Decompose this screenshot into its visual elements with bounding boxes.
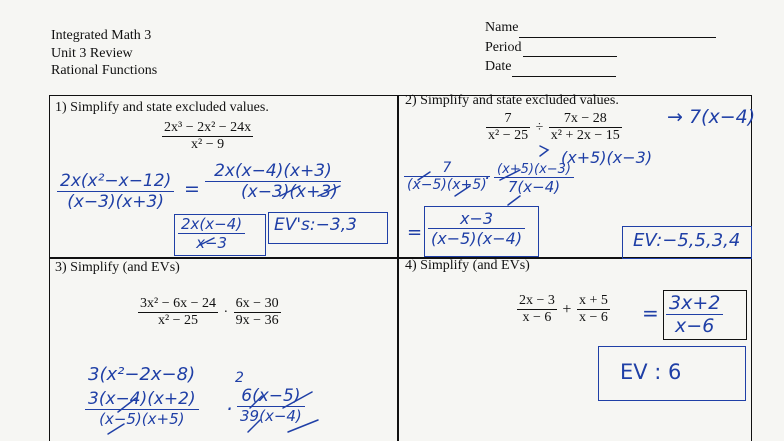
problem-4-prompt: 4) Simplify (and EVs) (405, 258, 530, 273)
p4-answer (666, 292, 723, 337)
p3-b-den: 39(x−4) (237, 406, 305, 425)
p3-f2-den: 9x − 36 (235, 313, 279, 328)
p2-f2-den: x² + 2x − 15 (550, 128, 620, 143)
p2-a-num: 7 (442, 160, 452, 176)
p1-step1-den: (x−3)(x+3) (57, 191, 174, 212)
p3-f2-num: 6x − 30 (235, 296, 279, 311)
period-label: Period (485, 39, 522, 55)
p3-times-dot: · (226, 397, 233, 421)
p2-excluded-values: EV:−5,5,3,4 (633, 230, 741, 251)
p4-f1-den: x − 6 (517, 309, 557, 326)
p3-small-two: 2 (235, 370, 244, 386)
p4-plus-sign: + (562, 300, 572, 318)
problem-1-fraction (162, 120, 253, 153)
p2-work-fraction-b (494, 162, 574, 196)
p3-b-num: 6(x−5) (241, 386, 301, 406)
unit-title: Unit 3 Review (51, 45, 133, 61)
p3-f1-den: x² − 25 (138, 312, 218, 329)
p2-answer-den: (x−5)(x−4) (428, 228, 525, 248)
date-field[interactable] (485, 57, 716, 77)
p3-fraction-2 (234, 296, 281, 329)
p4-f2-num: x + 5 (578, 293, 608, 308)
p2-b-den: 7(x−4) (494, 177, 574, 196)
p3-work-fraction-b (237, 386, 305, 425)
problem-1-expression (162, 120, 253, 153)
problem-2-prompt: 2) Simplify and state excluded values. (405, 93, 619, 108)
date-line (512, 63, 616, 77)
p2-divide-sign: ÷ (535, 119, 544, 135)
p4-answer-den: x−6 (666, 314, 723, 337)
p2-answer (428, 209, 525, 248)
p2-answer-num: x−3 (460, 209, 494, 228)
p2-b-num: (x+5)(x−3) (497, 162, 572, 177)
p3-fraction-1 (138, 296, 218, 329)
student-info-fields (485, 18, 716, 77)
p2-f1-num: 7 (504, 111, 512, 126)
p1-answer (178, 215, 245, 252)
p1-equals: = (184, 178, 200, 200)
p3-work-fraction (85, 389, 199, 428)
p2-fraction-2 (549, 111, 622, 144)
problem-1-work-step1 (57, 171, 174, 212)
problem-1-work-step2 (205, 161, 341, 202)
p2-f1-den: x² − 25 (488, 128, 529, 143)
p2-factored-denominator: (x+5)(x−3) (561, 148, 653, 167)
p2-fraction-1 (486, 111, 530, 144)
problem-3-expression (138, 296, 281, 329)
topic-title: Rational Functions (51, 63, 158, 78)
problem-1-numerator: 2x³ − 2x² − 24x (164, 120, 252, 135)
p4-equals: = (642, 301, 659, 325)
course-title: Integrated Math 3 (51, 28, 152, 43)
p3-step-num: 3(x−4)(x+2) (88, 389, 196, 409)
problem-2-expression (486, 111, 622, 144)
problem-1-prompt: 1) Simplify and state excluded values. (55, 100, 269, 115)
p4-f1-num: 2x − 3 (519, 293, 555, 308)
period-line (523, 43, 617, 57)
p4-fraction-1 (517, 293, 557, 326)
p1-step2-den: (x−3)(x+3) (205, 181, 341, 202)
name-line (519, 24, 716, 38)
period-field[interactable] (485, 38, 716, 58)
p2-f2-num: 7x − 28 (563, 111, 607, 126)
p3-work-line1: 3(x²−2x−8) (88, 364, 196, 385)
p1-excluded-values: EV's:−3,3 (274, 215, 357, 235)
p4-answer-num: 3x+2 (669, 292, 721, 314)
p1-answer-den: x−3 (178, 233, 245, 252)
grid-divider-vertical (397, 95, 399, 441)
p1-step1-num: 2x(x²−x−12) (60, 171, 172, 191)
p3-times-sign: · (223, 304, 229, 320)
name-field[interactable] (485, 18, 716, 38)
p2-factored-numerator: → 7(x−4) (667, 106, 756, 128)
worksheet-header (51, 27, 157, 80)
p1-step2-num: 2x(x−4)(x+3) (214, 161, 332, 181)
p2-equals: = (407, 222, 423, 243)
p3-step-den: (x−5)(x+5) (85, 409, 199, 428)
p3-f1-num: 3x² − 6x − 24 (140, 296, 216, 311)
p4-f2-den: x − 6 (578, 310, 608, 325)
p2-work-fraction-a (404, 160, 490, 193)
name-label: Name (485, 20, 519, 35)
problem-4-expression (517, 293, 610, 326)
problem-3-prompt: 3) Simplify (and EVs) (55, 260, 180, 275)
p4-fraction-2 (577, 293, 610, 326)
date-label: Date (485, 59, 512, 74)
p4-excluded-values: EV : 6 (620, 360, 682, 384)
p2-times-dot: · (484, 168, 490, 189)
problem-1-denominator: x² − 9 (162, 136, 253, 153)
p1-answer-num: 2x(x−4) (181, 215, 243, 233)
p2-a-den: (x−5)(x+5) (404, 176, 490, 193)
